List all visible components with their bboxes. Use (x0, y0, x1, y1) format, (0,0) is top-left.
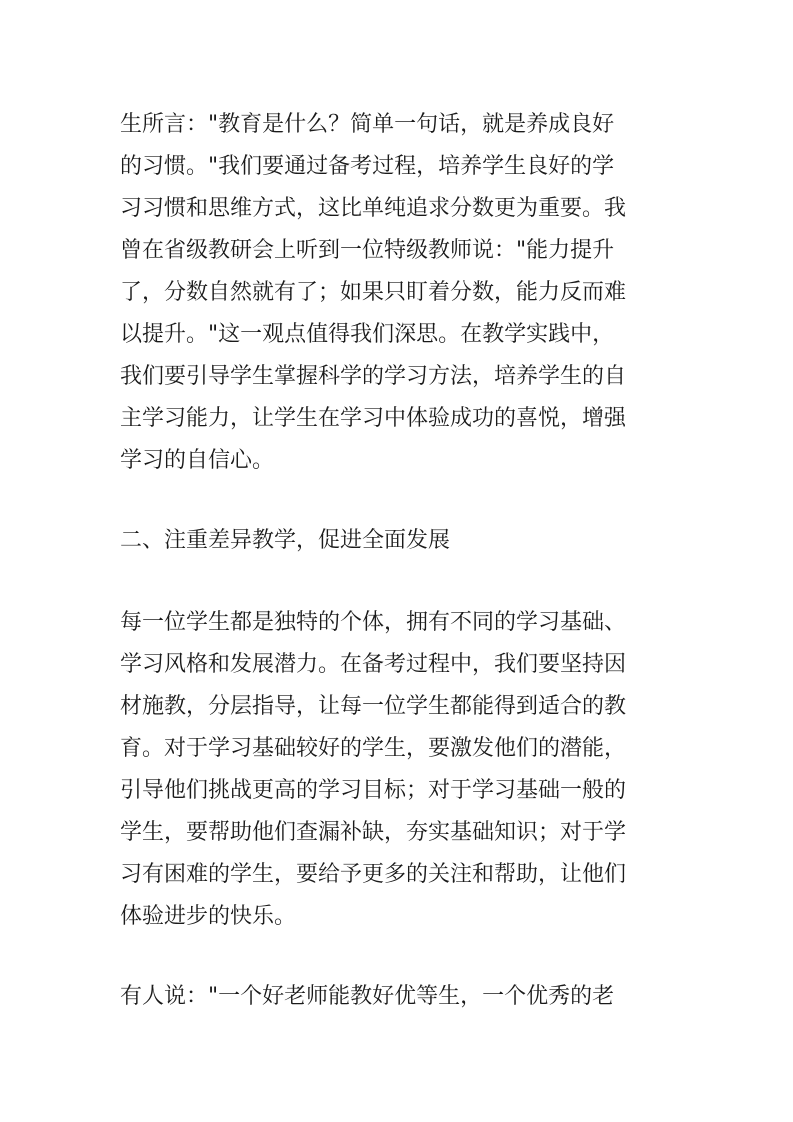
paragraph-2-line-6: 学生，要帮助他们查漏补缺，夯实基础知识；对于学 (120, 820, 627, 845)
paragraph-2-line-1: 每一位学生都是独特的个体，拥有不同的学习基础、 (120, 610, 627, 635)
paragraph-1-line-8: 主学习能力，让学生在学习中体验成功的喜悦，增强 (120, 406, 627, 431)
paragraph-1-line-5: 了，分数自然就有了；如果只盯着分数，能力反而难 (120, 280, 627, 305)
section-heading: 二、注重差异教学，促进全面发展 (120, 528, 451, 553)
paragraph-3-line-1: 有人说："一个好老师能教好优等生，一个优秀的老 (120, 984, 615, 1009)
paragraph-1-line-9: 学习的自信心。 (120, 448, 275, 473)
paragraph-1-line-3: 习习惯和思维方式，这比单纯追求分数更为重要。我 (120, 196, 627, 221)
paragraph-1-line-6: 以提升。"这一观点值得我们深思。在教学实践中， (120, 322, 615, 347)
paragraph-2-line-3: 材施教，分层指导，让每一位学生都能得到适合的教 (120, 694, 627, 719)
paragraph-1-line-7: 我们要引导学生掌握科学的学习方法，培养学生的自 (120, 364, 627, 389)
paragraph-2-line-8: 体验进步的快乐。 (120, 904, 297, 929)
paragraph-1-line-2: 的习惯。"我们要通过备考过程，培养学生良好的学 (120, 154, 615, 179)
paragraph-2-line-4: 育。对于学习基础较好的学生，要激发他们的潜能， (120, 736, 627, 761)
paragraph-1-line-4: 曾在省级教研会上听到一位特级教师说："能力提升 (120, 238, 615, 263)
paragraph-2-line-2: 学习风格和发展潜力。在备考过程中，我们要坚持因 (120, 652, 627, 677)
paragraph-2-line-7: 习有困难的学生，要给予更多的关注和帮助，让他们 (120, 862, 627, 887)
paragraph-1-line-1: 生所言："教育是什么？简单一句话，就是养成良好 (120, 112, 615, 137)
paragraph-2-line-5: 引导他们挑战更高的学习目标；对于学习基础一般的 (120, 778, 627, 803)
